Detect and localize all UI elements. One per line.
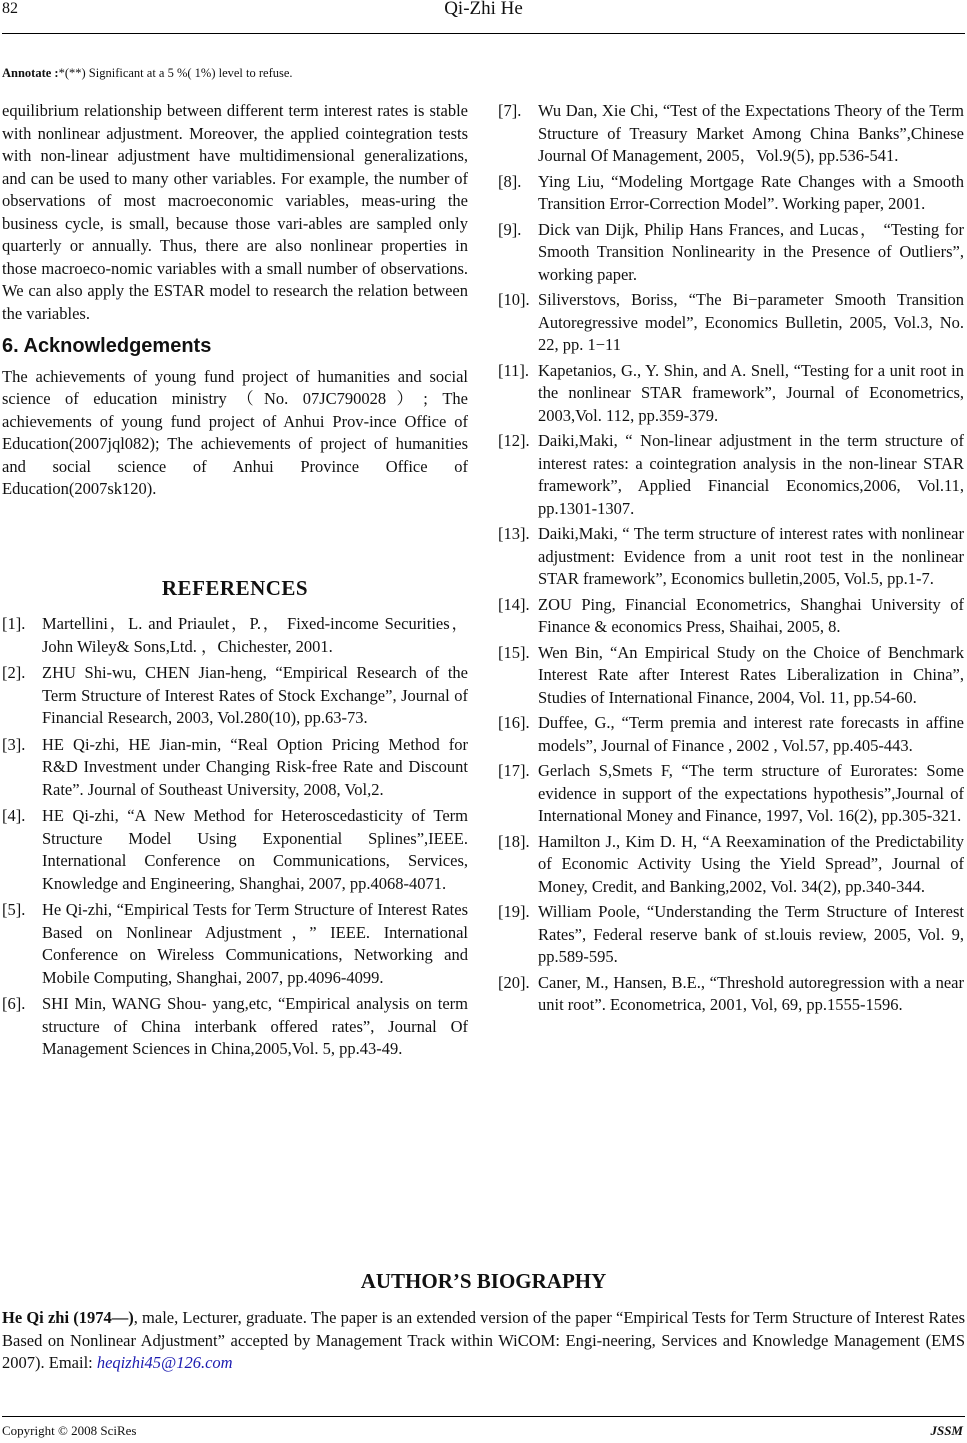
reference-number: [14]. (498, 594, 530, 614)
annotate-note (2, 66, 293, 81)
reference-text: ZHU Shi-wu, CHEN Jian-heng, “Empirical Research of the Term Structure of Interest Rates of Stock Exchange”, Journal of Financial Research, 2003, Vol.280(10), pp.63-73. (42, 663, 468, 727)
header-rule (2, 33, 965, 34)
reference-item (2, 899, 468, 989)
reference-text: Daiki,Maki, “ The term structure of interest rates with nonlinear adjustment: Evidence from a unit root test in the nonlinear STAR framework”, Economics bulletin,2005, Vol.5, pp.1-7. (538, 524, 964, 588)
reference-item (498, 831, 964, 899)
reference-text: Martellini，L. and Priaulet，P.， Fixed-income Securities， John Wiley& Sons,Ltd. ，Chichester, 2001. (42, 614, 468, 656)
reference-item (498, 171, 964, 216)
reference-number: [9]. (498, 219, 522, 239)
references-title: REFERENCES (161, 575, 309, 600)
journal-name: JSSM (930, 1423, 963, 1438)
reference-text: William Poole, “Understanding the Term Structure of Interest Rates”, Federal reserve bank of st.louis review, 2005, Vol. 9, pp.589-595. (538, 902, 964, 966)
copyright: Copyright © 2008 SciRes (2, 1423, 137, 1438)
references-list-right (498, 100, 964, 1017)
page-number: 82 (2, 0, 18, 17)
reference-number: [1]. (2, 614, 26, 633)
reference-item (2, 613, 468, 658)
body-paragraph: equilibrium relationship between different term interest rates is stable with nonlinear adjustment. Moreover, the applied cointegration tests with non-linear adjustment have multidimensional generalizations, and can be used to many other variables. For example, the number of observations of most macroeconomic variables, meas-uring the business cycle, is small, because those vari-ables are sampled only quarterly or annually. Thus, there are also nonlinear properties in those macroeco-nomic variables with a small number of observations. We can also apply the ESTAR model to research the relation between the variables. (2, 101, 468, 323)
reference-item (498, 100, 964, 168)
acknowledgements-text: The achievements of young fund project of humanities and social science of education ministry（No. 07JC790028）; The achievements of young fund project of Anhui Prov-ince Office of Education(2007jql082); The achievements of project of humanities and social science of Anhui Province Office of Education(2007sk120). (2, 366, 468, 498)
reference-number: [3]. (2, 734, 26, 754)
reference-text: Ying Liu, “Modeling Mortgage Rate Changes with a Smooth Transition Error-Correction Model”. Working paper, 2001. (538, 171, 964, 213)
reference-text: HE Qi-zhi, “A New Method for Heteroscedasticity of Term Structure Model Using Exponential Splines”,IEEE. International Conference on Communications, Services, Knowledge and Engineering, Shanghai, 2007, pp.4068-4071. (42, 806, 468, 893)
reference-number: [16]. (498, 713, 530, 732)
reference-number: [13]. (498, 524, 530, 543)
reference-item (498, 642, 964, 710)
reference-number: [20]. (498, 972, 530, 992)
footer-rule (2, 1416, 965, 1417)
reference-number: [11]. (498, 360, 530, 380)
biography-name: He Qi zhi (1974—) (2, 1308, 134, 1327)
reference-number: [5]. (2, 900, 26, 919)
reference-text: He Qi-zhi, “Empirical Tests for Term Structure of Interest Rates Based on Nonlinear Adjustment，” IEEE. International Conference on Wireless Communications, Networking and Mobile Computing, Shanghai, 2007, pp.4096-4099. (42, 900, 468, 987)
reference-text: Wen Bin, “An Empirical Study on the Choice of Benchmark Interest Rate after Interest Rates Liberalization in China”, Studies of International Finance, 2004, Vol. 11, pp.54-60. (538, 642, 964, 707)
reference-number: [17]. (498, 761, 530, 780)
reference-text: Gerlach S,Smets F, “The term structure of Eurorates: Some evidence in support of the expectations hypothesis”,Journal of International Money and Finance, 1997, Vol. 16(2), pp.305-321. (538, 761, 964, 825)
reference-text: HE Qi-zhi, HE Jian-min, “Real Option Pricing Method for R&D Investment under Changing Risk-free Rate and Discount Rate”. Journal of Southeast University, 2008, Vol,2. (42, 734, 468, 799)
reference-number: [6]. (2, 994, 26, 1013)
right-column (498, 100, 964, 1020)
biography-body: , male, Lecturer, graduate. The paper is an extended version of the paper “Empirical Tests for Term Structure of Interest Rates Based on Nonlinear Adjustment” accepted by Management Track within WiCOM: Engi-neering, Services and Knowledge Management (EMS 2007). Email: (2, 1308, 966, 1372)
reference-text: Hamilton J., Kim D. H, “A Reexamination of the Predictability of Economic Activity Using the Yield Spread”, Journal of Money, Credit, and Banking,2002, Vol. 34(2), pp.340-344. (538, 831, 964, 896)
reference-text: Kapetanios, G., Y. Shin, and A. Snell, “Testing for a unit root in the nonlinear STAR framework”, Journal of Econometrics, 2003,Vol. 112, pp.359-379. (538, 360, 964, 425)
annotate-text: *(**) Significant at a 5 %( 1%) level to refuse. (58, 66, 293, 80)
reference-item (498, 712, 964, 757)
reference-text: Siliverstovs, Boriss, “The Bi−parameter Smooth Transition Autoregressive model”, Economics Bulletin, 2005, Vol.3, No. 22, pp. 1−11 (538, 290, 964, 354)
left-column (2, 100, 468, 1065)
reference-number: [8]. (498, 171, 522, 191)
reference-number: [2]. (2, 663, 26, 682)
reference-number: [19]. (498, 902, 530, 921)
reference-item (498, 360, 964, 428)
reference-text: Wu Dan, Xie Chi, “Test of the Expectations Theory of the Term Structure of Treasury Market Among China Banks”,Chinese Journal Of Management, 2005，Vol.9(5), pp.536-541. (538, 101, 964, 165)
reference-item (2, 805, 468, 895)
reference-item (498, 430, 964, 520)
reference-item (498, 219, 964, 287)
reference-text: Duffee, G., “Term premia and interest rate forecasts in affine models”, Journal of Finance , 2002 , Vol.57, pp.405-443. (538, 713, 964, 755)
reference-number: [15]. (498, 642, 530, 662)
annotate-label: Annotate : (2, 66, 59, 80)
reference-item (498, 289, 964, 357)
reference-number: [18]. (498, 831, 530, 851)
reference-item (498, 594, 964, 639)
reference-item (498, 523, 964, 591)
acknowledgements-heading: 6. Acknowledgements (2, 335, 212, 357)
reference-item (2, 993, 468, 1061)
biography-text (2, 1307, 965, 1375)
reference-number: [7]. (498, 101, 522, 120)
reference-item (498, 901, 964, 969)
reference-item (498, 972, 964, 1017)
reference-text: ZOU Ping, Financial Econometrics, Shanghai University of Finance & economics Press, Shaihai, 2005, 8. (538, 594, 964, 636)
reference-number: [10]. (498, 290, 530, 309)
reference-text: Dick van Dijk, Philip Hans Frances, and Lucas， “Testing for Smooth Transition Nonlinearity in the Presence of Outliers”, working paper. (538, 219, 964, 284)
reference-item (2, 734, 468, 802)
reference-number: [12]. (498, 431, 530, 450)
running-header-author: Qi-Zhi He (444, 0, 523, 19)
reference-text: SHI Min, WANG Shou- yang,etc, “Empirical analysis on term structure of China interbank offered rates”, Journal Of Management Sciences in China,2005,Vol. 5, pp.43-49. (42, 994, 468, 1058)
reference-text: Caner, M., Hansen, B.E., “Threshold autoregression with a near unit root”. Econometrica, 2001, Vol, 69, pp.1555-1596. (538, 972, 964, 1014)
reference-item (2, 662, 468, 730)
email-link[interactable]: heqizhi45@126.com (96, 1353, 233, 1372)
references-list-left (2, 613, 468, 1061)
reference-item (498, 760, 964, 828)
reference-text: Daiki,Maki, “ Non-linear adjustment in the term structure of interest rates: a cointegration analysis in the non-linear STAR framework”, Applied Financial Economics,2006, Vol.11, pp.1301-1307. (538, 431, 964, 518)
reference-number: [4]. (2, 806, 26, 825)
biography-title: AUTHOR’S BIOGRAPHY (360, 1269, 607, 1293)
